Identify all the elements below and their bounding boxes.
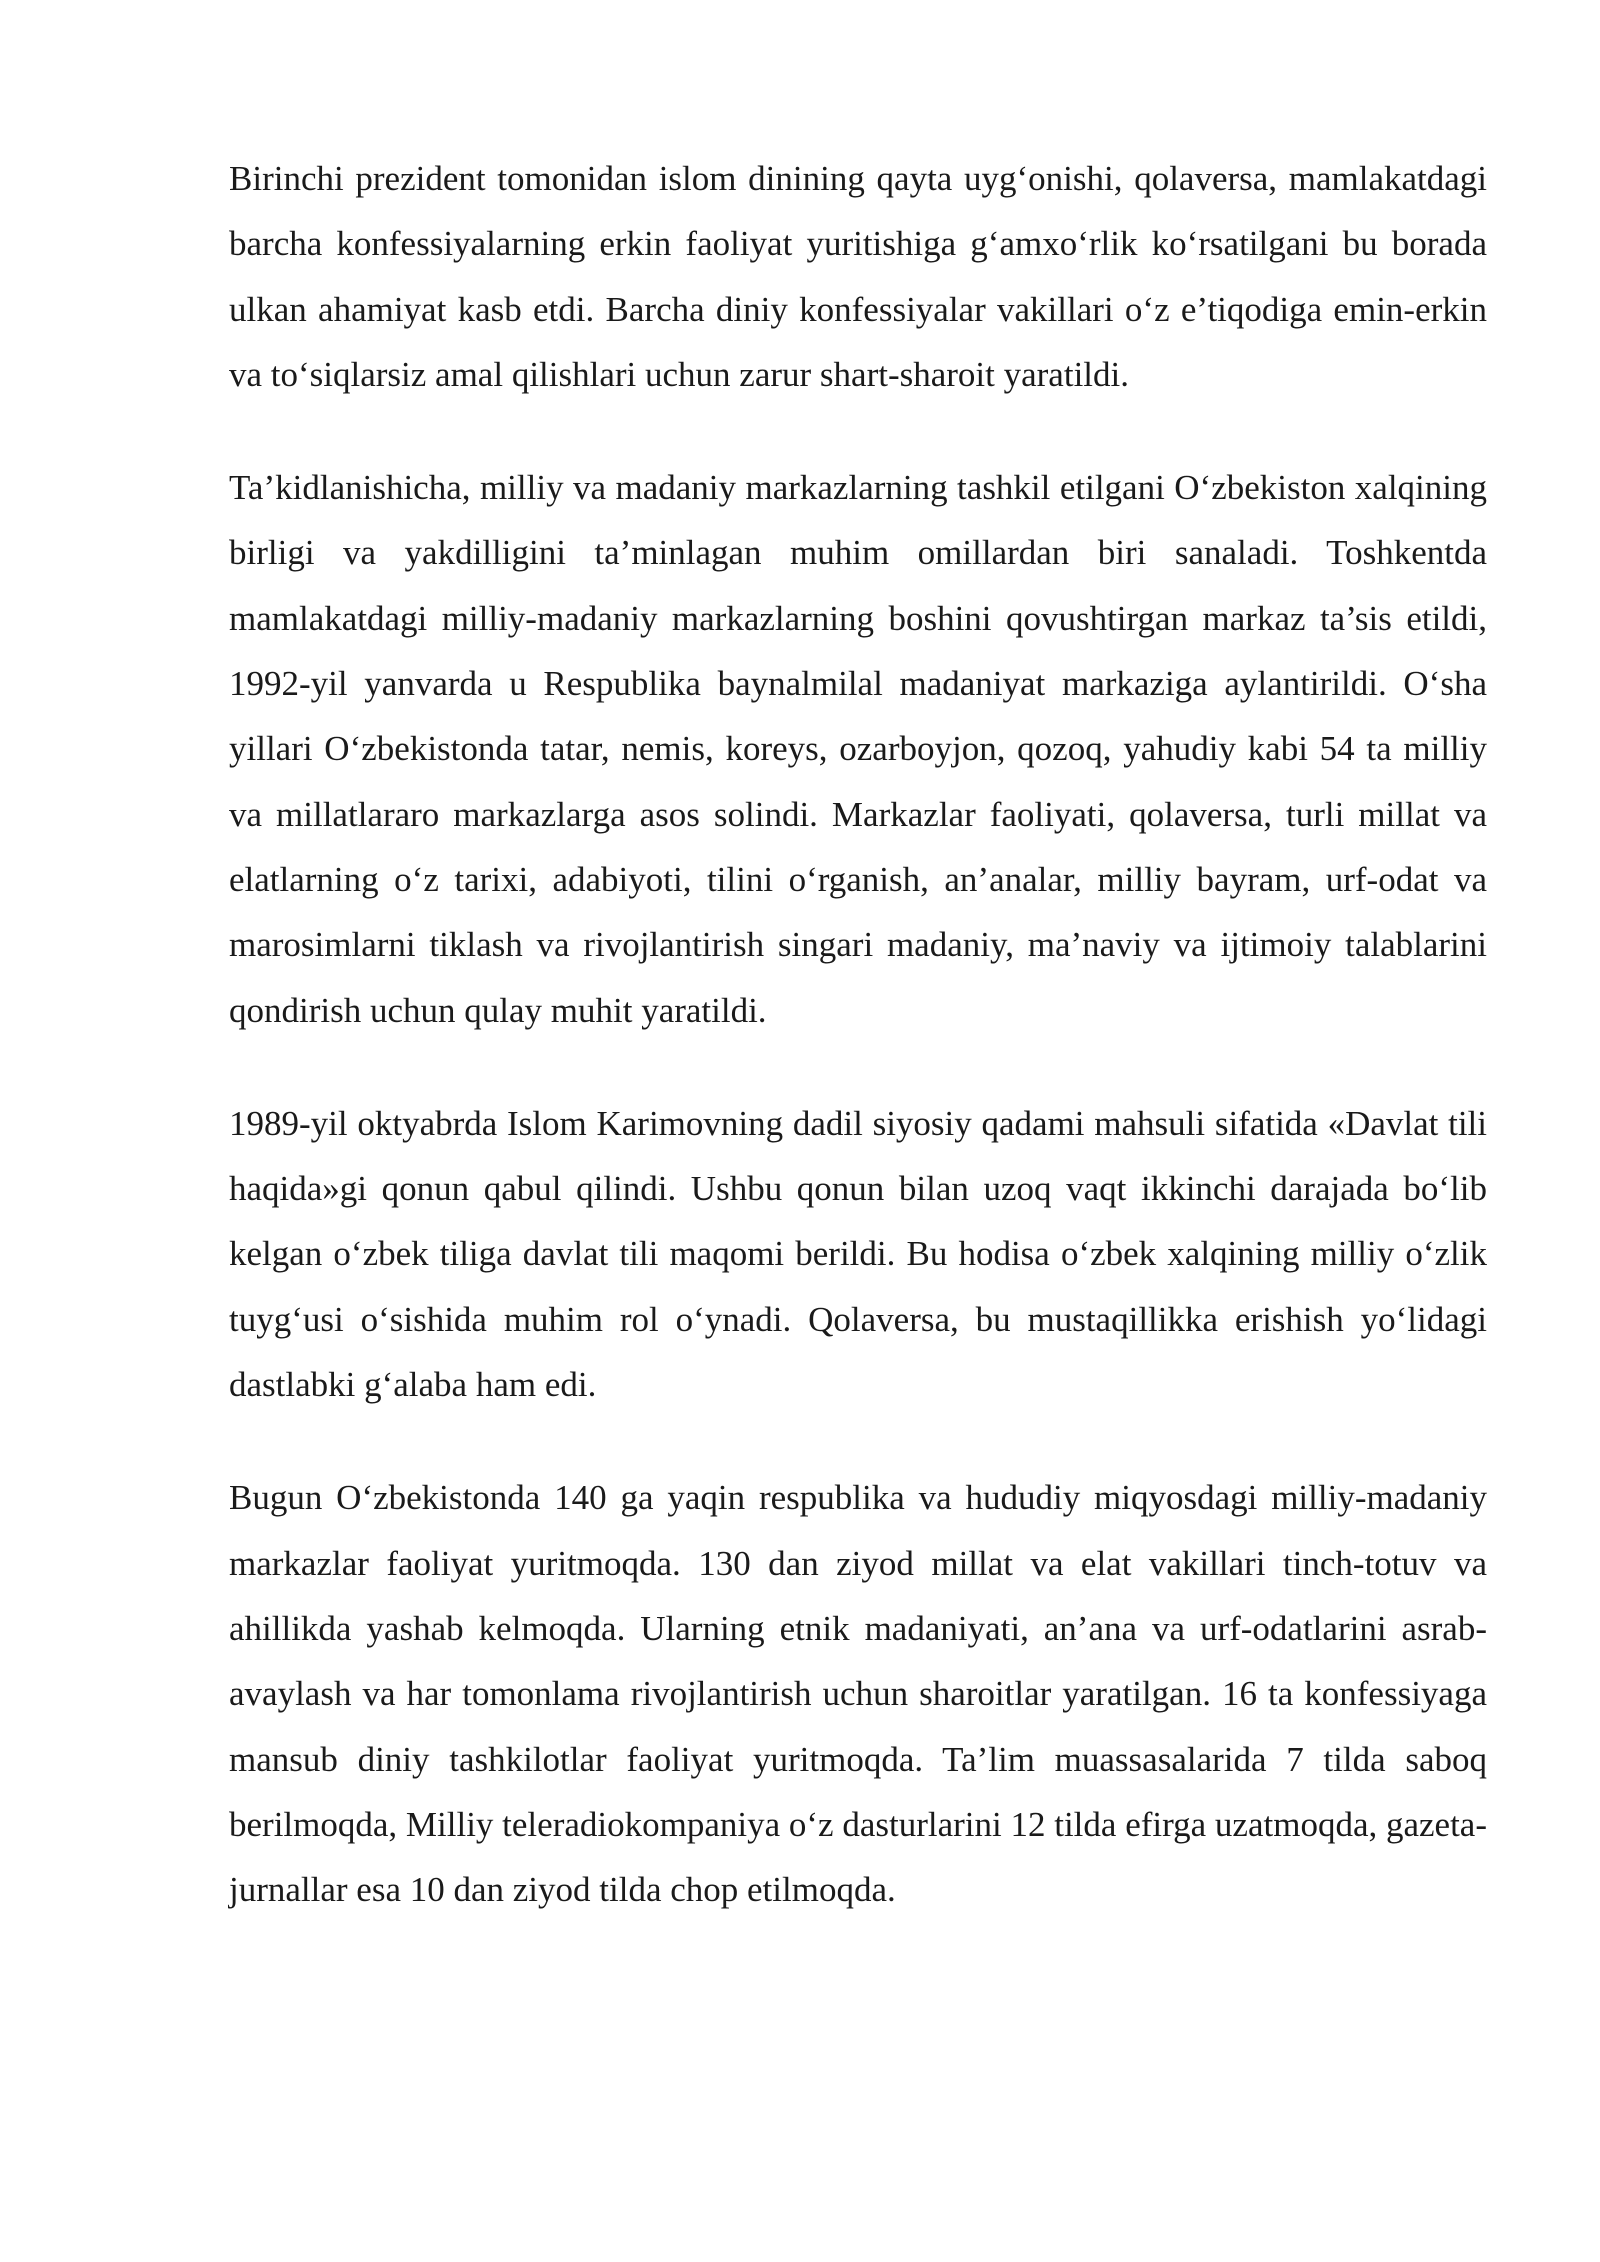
document-body	[229, 146, 1487, 1922]
paragraph-2: Ta’kidlanishicha, milliy va madaniy markazlarning tashkil etilgani O‘zbekiston xalqining birligi va yakdilligini ta’minlagan muhim omillardan biri sanaladi. Toshkentda mamlakatdagi milliy-madaniy markazlarning boshini qovushtirgan markaz ta’sis etildi, 1992-yil yanvarda u Respublika baynalmilal madaniyat markaziga aylantirildi. O‘sha yillari O‘zbekistonda tatar, nemis, koreys, ozarboyjon, qozoq, yahudiy kabi 54 ta milliy va millatlararo markazlarga asos solindi. Markazlar faoliyati, qolaversa, turli millat va elatlarning o‘z tarixi, adabiyoti, tilini o‘rganish, an’analar, milliy bayram, urf-odat va marosimlarni tiklash va rivojlantirish singari madaniy, ma’naviy va ijtimoiy talablarini qondirish uchun qulay muhit yaratildi.	[229, 468, 1487, 1030]
paragraph-3: 1989-yil oktyabrda Islom Karimovning dadil siyosiy qadami mahsuli sifatida «Davlat tili haqida»gi qonun qabul qilindi. Ushbu qonun bilan uzoq vaqt ikkinchi darajada bo‘lib kelgan o‘zbek tiliga davlat tili maqomi berildi. Bu hodisa o‘zbek xalqining milliy o‘zlik tuyg‘usi o‘sishida muhim rol o‘ynadi. Qolaversa, bu mustaqillikka erishish yo‘lidagi dastlabki g‘alaba ham edi.	[229, 1103, 1487, 1405]
paragraph-4: Bugun O‘zbekistonda 140 ga yaqin respublika va hududiy miqyosdagi milliy-madaniy markazlar faoliyat yuritmoqda. 130 dan ziyod millat va elat vakillari tinch-totuv va ahillikda yashab kelmoqda. Ularning etnik madaniyati, an’ana va urf-odatlarini asrab-avaylash va har tomonlama rivojlantirish uchun sharoitlar yaratilgan. 16 ta konfessiyaga mansub diniy tashkilotlar faoliyat yuritmoqda. Ta’lim muassasalarida 7 tilda saboq berilmoqda, Milliy teleradiokompaniya o‘z dasturlarini 12 tilda efirga uzatmoqda, gazeta-jurnallar esa 10 dan ziyod tilda chop etilmoqda.	[229, 1478, 1487, 1910]
paragraph-1: Birinchi prezident tomonidan islom dinining qayta uyg‘onishi, qolaversa, mamlakatdagi barcha konfessiyalarning erkin faoliyat yuritishiga g‘amxo‘rlik ko‘rsatilgani bu borada ulkan ahamiyat kasb etdi. Barcha diniy konfessiyalar vakillari o‘z e’tiqodiga emin-erkin va to‘siqlarsiz amal qilishlari uchun zarur shart-sharoit yaratildi.	[229, 159, 1487, 394]
